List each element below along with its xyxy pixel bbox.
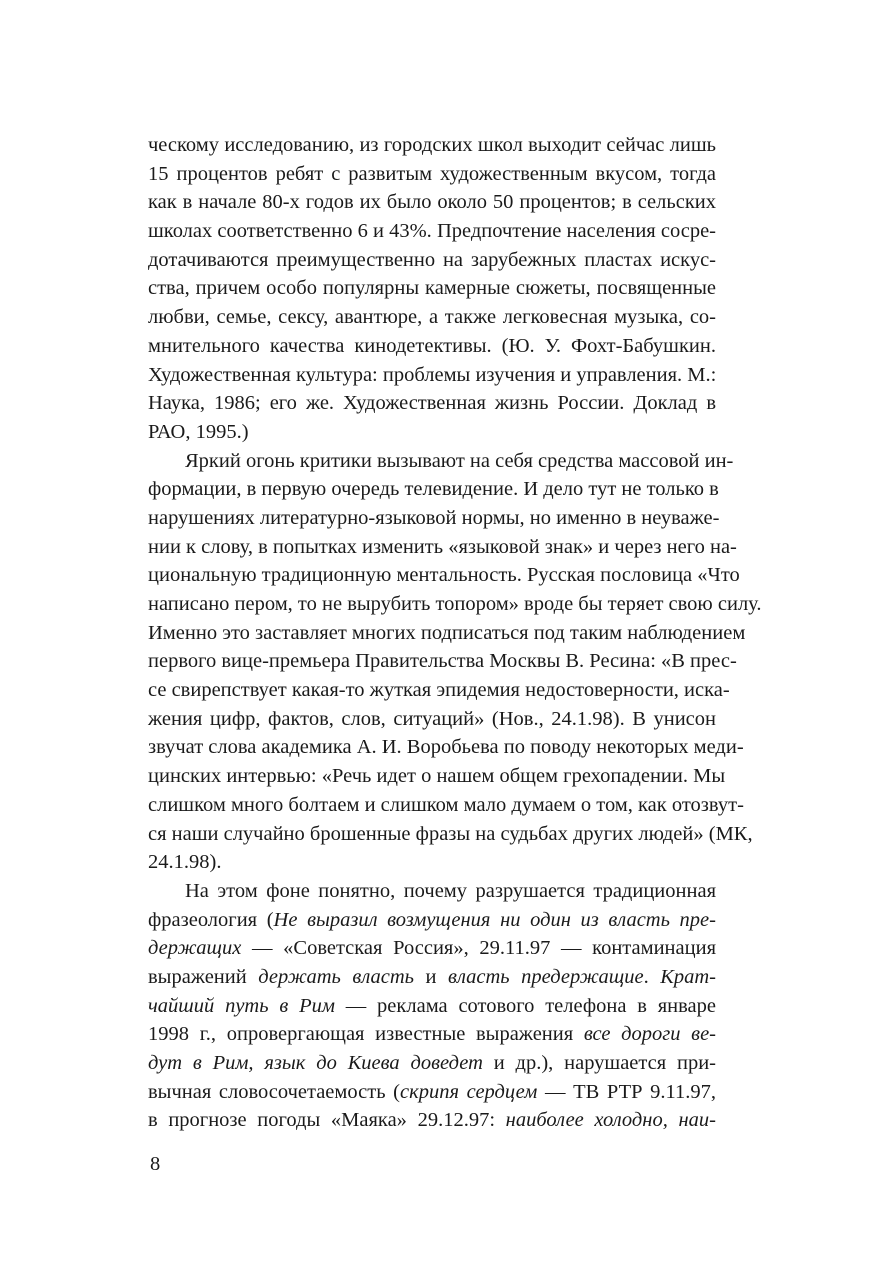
italic-segment: чайший путь в Рим <box>148 994 335 1017</box>
text-segment: — реклама сотового телефона в январе <box>334 994 717 1017</box>
text-line: циональную традиционную ментальность. Русская пословица «Что <box>148 564 740 587</box>
italic-segment: наиболее холодно, наи- <box>505 1109 716 1132</box>
italic-segment: держащих <box>148 937 242 960</box>
text-line: формации, в первую очередь телевидение. И дело тут не только в <box>148 478 719 501</box>
text-line: слишком много болтаем и слишком мало думаем о том, как отозвут- <box>148 793 744 816</box>
text-line <box>148 1020 716 1049</box>
italic-segment: все дороги ве- <box>583 1023 717 1046</box>
page-text-block <box>148 131 762 1135</box>
text-segment: — «Советская Россия», 29.11.97 — контаминация <box>241 937 716 960</box>
text-line: ся наши случайно брошенные фразы на судьбах других людей» (МК, <box>148 822 753 845</box>
text-line: 15 процентов ребят с развитым художественным вкусом, тогда <box>148 162 716 185</box>
italic-segment: держать власть <box>258 965 414 988</box>
text-line <box>148 1049 716 1078</box>
text-line: школах соответственно 6 и 43%. Предпочтение населения сосре- <box>148 220 716 243</box>
text-line <box>148 906 716 935</box>
text-line: дотачиваются преимущественно на зарубежных пластах искус- <box>148 248 716 271</box>
paragraph-3 <box>148 877 716 1135</box>
text-line <box>148 992 716 1021</box>
italic-segment: дут в Рим, язык до Киева доведет <box>148 1052 483 1074</box>
text-segment: фразеология ( <box>148 908 274 931</box>
text-line: Наука, 1986; его же. Художественная жизнь России. Доклад в <box>148 392 716 415</box>
text-line: Яркий огонь критики вызывают на себя средства массовой ин- <box>185 449 734 472</box>
italic-segment: власть предержащие <box>448 965 644 988</box>
italic-segment: скрипя сердцем <box>400 1080 538 1103</box>
page-number: 8 <box>150 1153 161 1175</box>
text-line: ства, причем особо популярны камерные сюжеты, посвященные <box>148 277 716 300</box>
text-line: нии к слову, в попытках изменить «языковой знак» и через него на- <box>148 535 737 558</box>
text-segment: в прогнозе погоды «Маяка» 29.12.97: <box>148 1109 506 1132</box>
text-line: жения цифр, фактов, слов, ситуаций» (Нов., 24.1.98). В унисон <box>148 707 716 730</box>
text-line: цинских интервью: «Речь идет о нашем общем грехопадении. Мы <box>148 765 726 788</box>
text-line: любви, семье, сексу, авантюре, а также легковесная музыка, со- <box>148 306 716 329</box>
text-line: мнительного качества кинодетективы. (Ю. У. Фохт-Бабушкин. <box>148 334 716 357</box>
text-line: Именно это заставляет многих подписаться под таким наблюдением <box>148 621 746 644</box>
text-line: первого вице-премьера Правительства Москвы В. Ресина: «В прес- <box>148 650 737 673</box>
text-line <box>148 934 716 963</box>
text-segment: и <box>414 965 449 988</box>
text-line <box>148 1106 716 1135</box>
text-line: звучат слова академика А. И. Воробьева по поводу некоторых меди- <box>148 736 744 759</box>
text-line: 24.1.98). <box>148 851 222 874</box>
paragraph-2 <box>148 447 762 877</box>
text-segment: — ТВ РТР 9.11.97, <box>537 1080 716 1103</box>
italic-segment: Крат- <box>660 965 716 988</box>
text-segment: . <box>643 965 661 988</box>
text-line: нарушениях литературно-языковой нормы, но именно в неуваже- <box>148 506 720 529</box>
text-segment: вычная словосочетаемость ( <box>148 1080 401 1103</box>
paragraph-1 <box>148 131 716 447</box>
text-segment: На этом фоне понятно, почему разрушается традиционная <box>185 879 716 902</box>
text-line: Художественная культура: проблемы изучения и управления. М.: <box>148 363 717 386</box>
text-line <box>148 963 716 992</box>
text-line <box>148 877 716 906</box>
text-line <box>148 1078 716 1107</box>
text-segment: и др.), нарушается при- <box>482 1052 716 1074</box>
text-segment: 1998 г., опровергающая известные выражения <box>148 1023 584 1046</box>
text-line: как в начале 80-х годов их было около 50 процентов; в сельских <box>148 191 716 214</box>
text-segment: выражений <box>148 965 259 988</box>
text-line: написано пером, то не вырубить топором» вроде бы теряет свою силу. <box>148 593 762 615</box>
text-line: РАО, 1995.) <box>148 420 249 443</box>
italic-segment: Не выразил возмущения ни один из власть пре- <box>273 908 716 931</box>
text-line: ческому исследованию, из городских школ выходит сейчас лишь <box>148 134 716 156</box>
text-line: се свирепствует какая-то жуткая эпидемия недостоверности, иска- <box>148 679 730 702</box>
